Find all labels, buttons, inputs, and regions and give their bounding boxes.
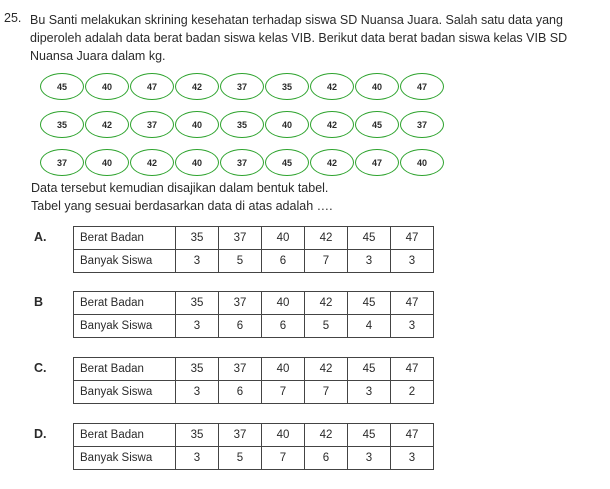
count-cell: 3	[391, 315, 434, 338]
weight-cell: 47	[391, 358, 434, 381]
question-text: Bu Santi melakukan skrining kesehatan terhadap siswa SD Nuansa Juara. Salah satu data yang diperoleh adalah data berat badan siswa kelas VIB. Berikut data berat badan siswa kelas VIB SD Nuansa Juara dalam kg.	[30, 13, 568, 63]
weight-oval: 37	[130, 111, 174, 138]
count-cell: 3	[176, 315, 219, 338]
count-cell: 7	[305, 381, 348, 404]
question-number: 25.	[4, 11, 22, 25]
weight-cell: 35	[176, 292, 219, 315]
weight-cell: 37	[219, 292, 262, 315]
weight-cell: 42	[305, 358, 348, 381]
table-header-row	[74, 358, 434, 381]
table-header-row	[74, 227, 434, 250]
table-count-row	[74, 250, 434, 273]
weight-cell: 45	[348, 358, 391, 381]
weight-oval: 35	[40, 111, 84, 138]
count-cell: 6	[219, 381, 262, 404]
weight-cell: 37	[219, 227, 262, 250]
weight-oval: 40	[85, 149, 129, 176]
weight-oval: 47	[400, 73, 444, 100]
weight-cell: 42	[305, 424, 348, 447]
option-b-table[interactable]	[73, 291, 434, 338]
weight-oval: 37	[220, 149, 264, 176]
table-header-row	[74, 424, 434, 447]
header-label: Berat Badan	[74, 292, 176, 315]
count-cell: 3	[176, 447, 219, 470]
option-d-letter[interactable]: D.	[34, 427, 47, 441]
option-a-letter[interactable]: A.	[34, 230, 47, 244]
count-cell: 3	[391, 250, 434, 273]
weight-cell: 45	[348, 292, 391, 315]
weight-cell: 37	[219, 358, 262, 381]
table-count-row	[74, 315, 434, 338]
weight-cell: 35	[176, 227, 219, 250]
row-label: Banyak Siswa	[74, 447, 176, 470]
table-count-row	[74, 447, 434, 470]
weight-oval: 35	[265, 73, 309, 100]
weight-oval: 37	[40, 149, 84, 176]
count-cell: 6	[262, 250, 305, 273]
weight-oval: 42	[175, 73, 219, 100]
weight-oval: 35	[220, 111, 264, 138]
weight-oval: 42	[310, 149, 354, 176]
count-cell: 4	[348, 315, 391, 338]
count-cell: 6	[262, 315, 305, 338]
weight-oval: 45	[265, 149, 309, 176]
weight-oval: 45	[40, 73, 84, 100]
count-cell: 6	[305, 447, 348, 470]
header-label: Berat Badan	[74, 424, 176, 447]
instruction-line-1: Data tersebut kemudian disajikan dalam bentuk tabel.	[31, 181, 329, 195]
weight-cell: 40	[262, 227, 305, 250]
count-cell: 3	[176, 250, 219, 273]
weight-oval: 42	[130, 149, 174, 176]
option-c-table[interactable]	[73, 357, 434, 404]
weight-cell: 35	[176, 358, 219, 381]
weight-oval: 40	[175, 111, 219, 138]
weight-oval: 47	[355, 149, 399, 176]
weight-oval: 42	[85, 111, 129, 138]
row-label: Banyak Siswa	[74, 250, 176, 273]
count-cell: 3	[348, 447, 391, 470]
weight-oval: 40	[85, 73, 129, 100]
count-cell: 7	[305, 250, 348, 273]
count-cell: 7	[262, 381, 305, 404]
option-a-table[interactable]	[73, 226, 434, 273]
weight-cell: 42	[305, 292, 348, 315]
header-label: Berat Badan	[74, 227, 176, 250]
weight-oval: 40	[265, 111, 309, 138]
weight-cell: 35	[176, 424, 219, 447]
table-header-row	[74, 292, 434, 315]
option-c-letter[interactable]: C.	[34, 361, 47, 375]
count-cell: 2	[391, 381, 434, 404]
weight-cell: 45	[348, 227, 391, 250]
weight-data-ovals	[40, 73, 460, 187]
header-label: Berat Badan	[74, 358, 176, 381]
weight-oval: 40	[175, 149, 219, 176]
count-cell: 7	[262, 447, 305, 470]
count-cell: 3	[348, 250, 391, 273]
weight-oval: 42	[310, 111, 354, 138]
option-d-table[interactable]	[73, 423, 434, 470]
weight-cell: 40	[262, 292, 305, 315]
weight-cell: 45	[348, 424, 391, 447]
option-b-letter[interactable]: B	[34, 295, 44, 309]
count-cell: 5	[219, 447, 262, 470]
weight-cell: 47	[391, 424, 434, 447]
count-cell: 3	[348, 381, 391, 404]
row-label: Banyak Siswa	[74, 381, 176, 404]
count-cell: 6	[219, 315, 262, 338]
weight-oval: 47	[130, 73, 174, 100]
weight-cell: 47	[391, 227, 434, 250]
oval-row-2	[40, 111, 460, 149]
weight-oval: 40	[400, 149, 444, 176]
oval-row-1	[40, 73, 460, 111]
weight-cell: 42	[305, 227, 348, 250]
weight-oval: 42	[310, 73, 354, 100]
count-cell: 5	[305, 315, 348, 338]
weight-oval: 37	[220, 73, 264, 100]
instruction-line-2: Tabel yang sesuai berdasarkan data di atas adalah ….	[31, 199, 333, 213]
weight-cell: 47	[391, 292, 434, 315]
count-cell: 5	[219, 250, 262, 273]
count-cell: 3	[176, 381, 219, 404]
row-label: Banyak Siswa	[74, 315, 176, 338]
table-count-row	[74, 381, 434, 404]
weight-oval: 40	[355, 73, 399, 100]
count-cell: 3	[391, 447, 434, 470]
weight-cell: 40	[262, 424, 305, 447]
weight-cell: 37	[219, 424, 262, 447]
weight-oval: 45	[355, 111, 399, 138]
weight-oval: 37	[400, 111, 444, 138]
weight-cell: 40	[262, 358, 305, 381]
